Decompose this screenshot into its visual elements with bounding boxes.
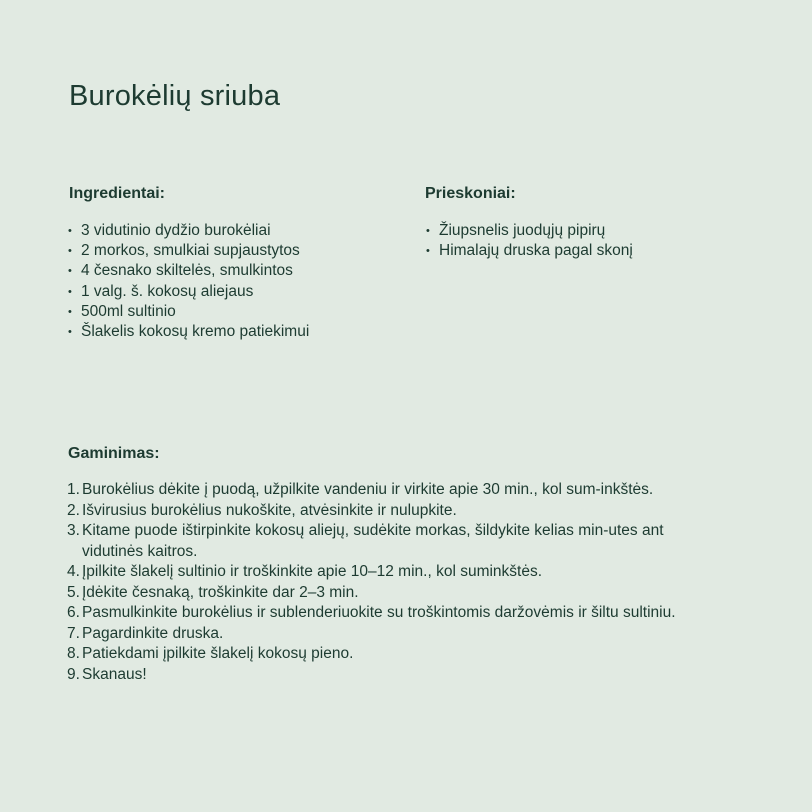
method-step bbox=[67, 665, 727, 686]
step-number: 8. bbox=[67, 645, 80, 662]
spices-heading: Prieskoniai: bbox=[425, 185, 516, 202]
method-step bbox=[67, 501, 727, 522]
step-text: Patiekdami įpilkite šlakelį kokosų pieno. bbox=[82, 645, 354, 662]
ingredient-item: • 1 valg. š. kokosų aliejaus bbox=[68, 282, 309, 302]
method-step bbox=[67, 644, 727, 665]
step-text: Pasmulkinkite burokėlius ir sublenderiuokite su troškintomis daržovėmis ir šiltu sultiniu. bbox=[82, 604, 676, 621]
ingredient-item: • Šlakelis kokosų kremo patiekimui bbox=[68, 322, 309, 342]
step-number: 6. bbox=[67, 604, 80, 621]
method-step bbox=[67, 562, 727, 583]
step-number: 4. bbox=[67, 563, 80, 580]
method-step bbox=[67, 583, 727, 604]
method-step bbox=[67, 480, 727, 501]
ingredients-list bbox=[68, 221, 309, 342]
method-step bbox=[67, 603, 727, 624]
spice-item: • Himalajų druska pagal skonį bbox=[426, 241, 633, 261]
ingredient-item: • 4 česnako skiltelės, smulkintos bbox=[68, 261, 309, 281]
method-heading: Gaminimas: bbox=[68, 445, 160, 462]
spices-list bbox=[426, 221, 633, 261]
ingredient-item: • 500ml sultinio bbox=[68, 302, 309, 322]
ingredient-item: • 3 vidutinio dydžio burokėliai bbox=[68, 221, 309, 241]
step-text: Išvirusius burokėlius nukoškite, atvėsinkite ir nulupkite. bbox=[82, 501, 457, 519]
step-text: Pagardinkite druska. bbox=[82, 624, 224, 642]
method-step bbox=[67, 521, 727, 562]
step-number: 9. bbox=[67, 665, 80, 683]
step-text: Įdėkite česnaką, troškinkite dar 2–3 min. bbox=[82, 583, 359, 601]
step-number: 3. bbox=[67, 522, 80, 539]
step-number: 2. bbox=[67, 501, 80, 519]
step-number: 1. bbox=[67, 481, 80, 498]
step-number: 5. bbox=[67, 583, 80, 601]
step-text: Kitame puode ištirpinkite kokosų aliejų, sudėkite morkas, šildykite kelias min-utes ant vidutinės kaitros. bbox=[82, 522, 664, 560]
spice-item: • Žiupsnelis juodųjų pipirų bbox=[426, 221, 633, 241]
ingredient-item: • 2 morkos, smulkiai supjaustytos bbox=[68, 241, 309, 261]
method-step bbox=[67, 624, 727, 645]
recipe-title: Burokėlių sriuba bbox=[69, 80, 281, 112]
step-text: Įpilkite šlakelį sultinio ir troškinkite apie 10–12 min., kol suminkštės. bbox=[82, 563, 543, 580]
method-steps bbox=[67, 480, 727, 685]
step-text: Skanaus! bbox=[82, 665, 147, 683]
step-number: 7. bbox=[67, 624, 80, 642]
ingredients-heading: Ingredientai: bbox=[69, 185, 166, 202]
step-text: Burokėlius dėkite į puodą, užpilkite vandeniu ir virkite apie 30 min., kol sum-inkštės. bbox=[82, 481, 654, 498]
